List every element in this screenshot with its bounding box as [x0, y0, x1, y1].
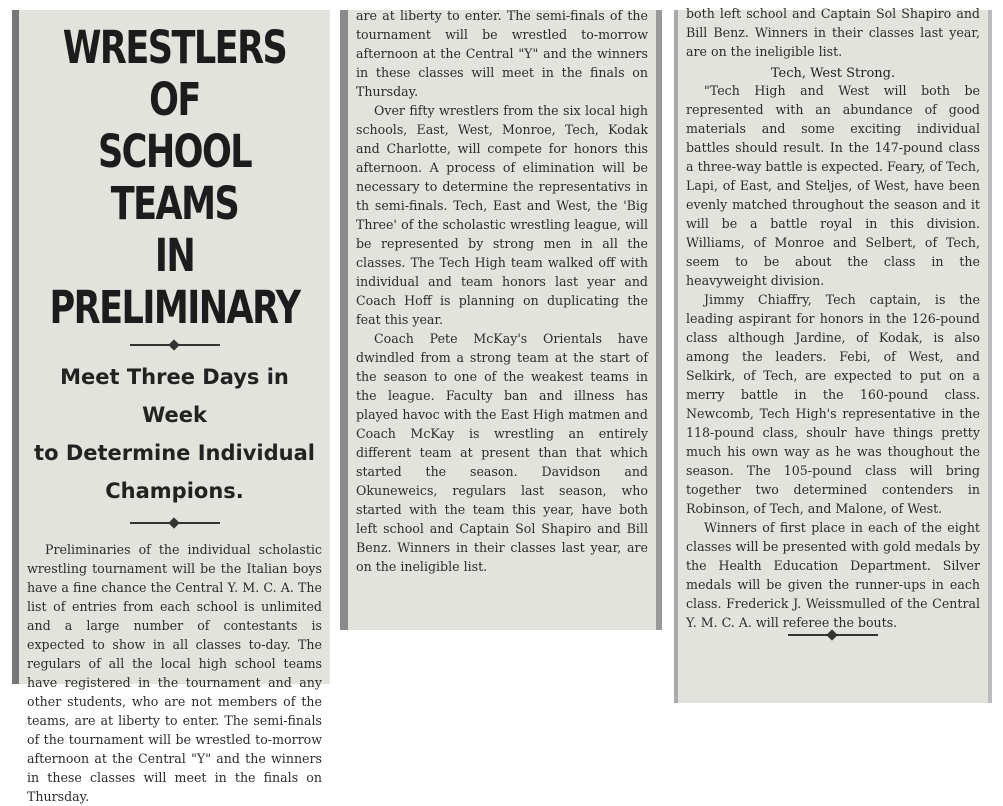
ornament-divider	[130, 344, 220, 346]
article-body-column-3b	[678, 81, 988, 632]
paragraph: both left school and Captain Sol Shapiro and Bill Benz. Winners in their classes last year, are on the ineligible list.	[686, 6, 980, 59]
paragraph: Jimmy Chiaffry, Tech captain, is the leading aspirant for honors in the 126-pound class although Jardine, of Kodak, is also among the leaders. Febi, of West, and Selkirk, of Tech, are expected to put on a merry battle in the 160-pound class. Newcomb, Tech High's representative in the 118-pound class, shoulr have things pretty much his own way as he was thoughout the season. The 105-pound class will bring together two determined contenders in Robinson, of Tech, and Malone, of West.	[686, 292, 980, 516]
paragraph: are at liberty to enter. The semi-finals of the tournament will be wrestled to-morrow afternoon at the Central "Y" and the winners in these classes will meet in the finals on Thursday.	[356, 8, 648, 99]
paragraph: Preliminaries of the individual scholastic wrestling tournament will be the Italian boys have a fine chance the Central Y. M. C. A. The list of entries from each school is unlimited and a large number of contestants is expected to show in all classes to-day. The regulars of all the local high school teams have registered in the tournament and any other students, who are not members of the teams, are at liberty to enter. The semi-finals of the tournament will be wrestled to-morrow afternoon at the Central "Y" and the winners in these classes will meet in the finals on Thursday.	[27, 542, 322, 804]
paragraph: Winners of first place in each of the eight classes will be presented with gold medals by the Health Education Department. Silver medals will be given the runner-ups in each class. Frederick J. Weissmulled of the Central Y. M. C. A. will referee the bouts.	[686, 520, 980, 630]
clipping-column-2	[340, 10, 662, 630]
article-body-column-1	[19, 540, 330, 806]
ornament-divider	[130, 522, 220, 524]
paragraph: Coach Pete McKay's Orientals have dwindled from a strong team at the start of the season to one of the weakest teams in the league. Faculty ban and illness has played havoc with the East High matmen and Coach McKay is wrestling an entirely different team at present than that which started the season. Davidson and Okuneweics, regulars last season, who started with the team this year, have both left school and Captain Sol Shapiro and Bill Benz. Winners in their classes last year, are on the ineligible list.	[356, 331, 648, 574]
subheadline: Meet Three Days in Week to Determine Individual Champions.	[34, 365, 315, 503]
clipping-column-1	[12, 10, 330, 804]
section-subheading: Tech, West Strong.	[770, 66, 896, 81]
article-body-column-2	[348, 6, 656, 576]
clipping-column-3	[674, 6, 992, 703]
paragraph: "Tech High and West will both be represented with an abundance of good materials and some exciting individual battles should result. In the 147-pound class a three-way battle is expected. Feary, of Tech, Lapi, of East, and Steljes, of West, have been evenly matched throughout the season and it will be a battle royal in this division. Williams, of Monroe and Selbert, of Tech, seem to be about the class in the heavyweight division.	[686, 83, 980, 288]
ornament-divider	[788, 634, 878, 636]
article-body-column-3	[678, 4, 988, 61]
headline: WRESTLERS OF SCHOOL TEAMS IN PRELIMINARY	[49, 21, 300, 334]
paragraph: Over fifty wrestlers from the six local high schools, East, West, Monroe, Tech, Kodak and Charlotte, will compete for honors this afternoon. A process of elimination will be necessary to determine the representativs in th semi-finals. Tech, East and West, the 'Big Three' of the scholastic wrestling league, will be represented by strong men in all the classes. The Tech High team walked off with individual and team honors last year and Coach Hoff is planning on duplicating the feat this year.	[356, 103, 648, 327]
